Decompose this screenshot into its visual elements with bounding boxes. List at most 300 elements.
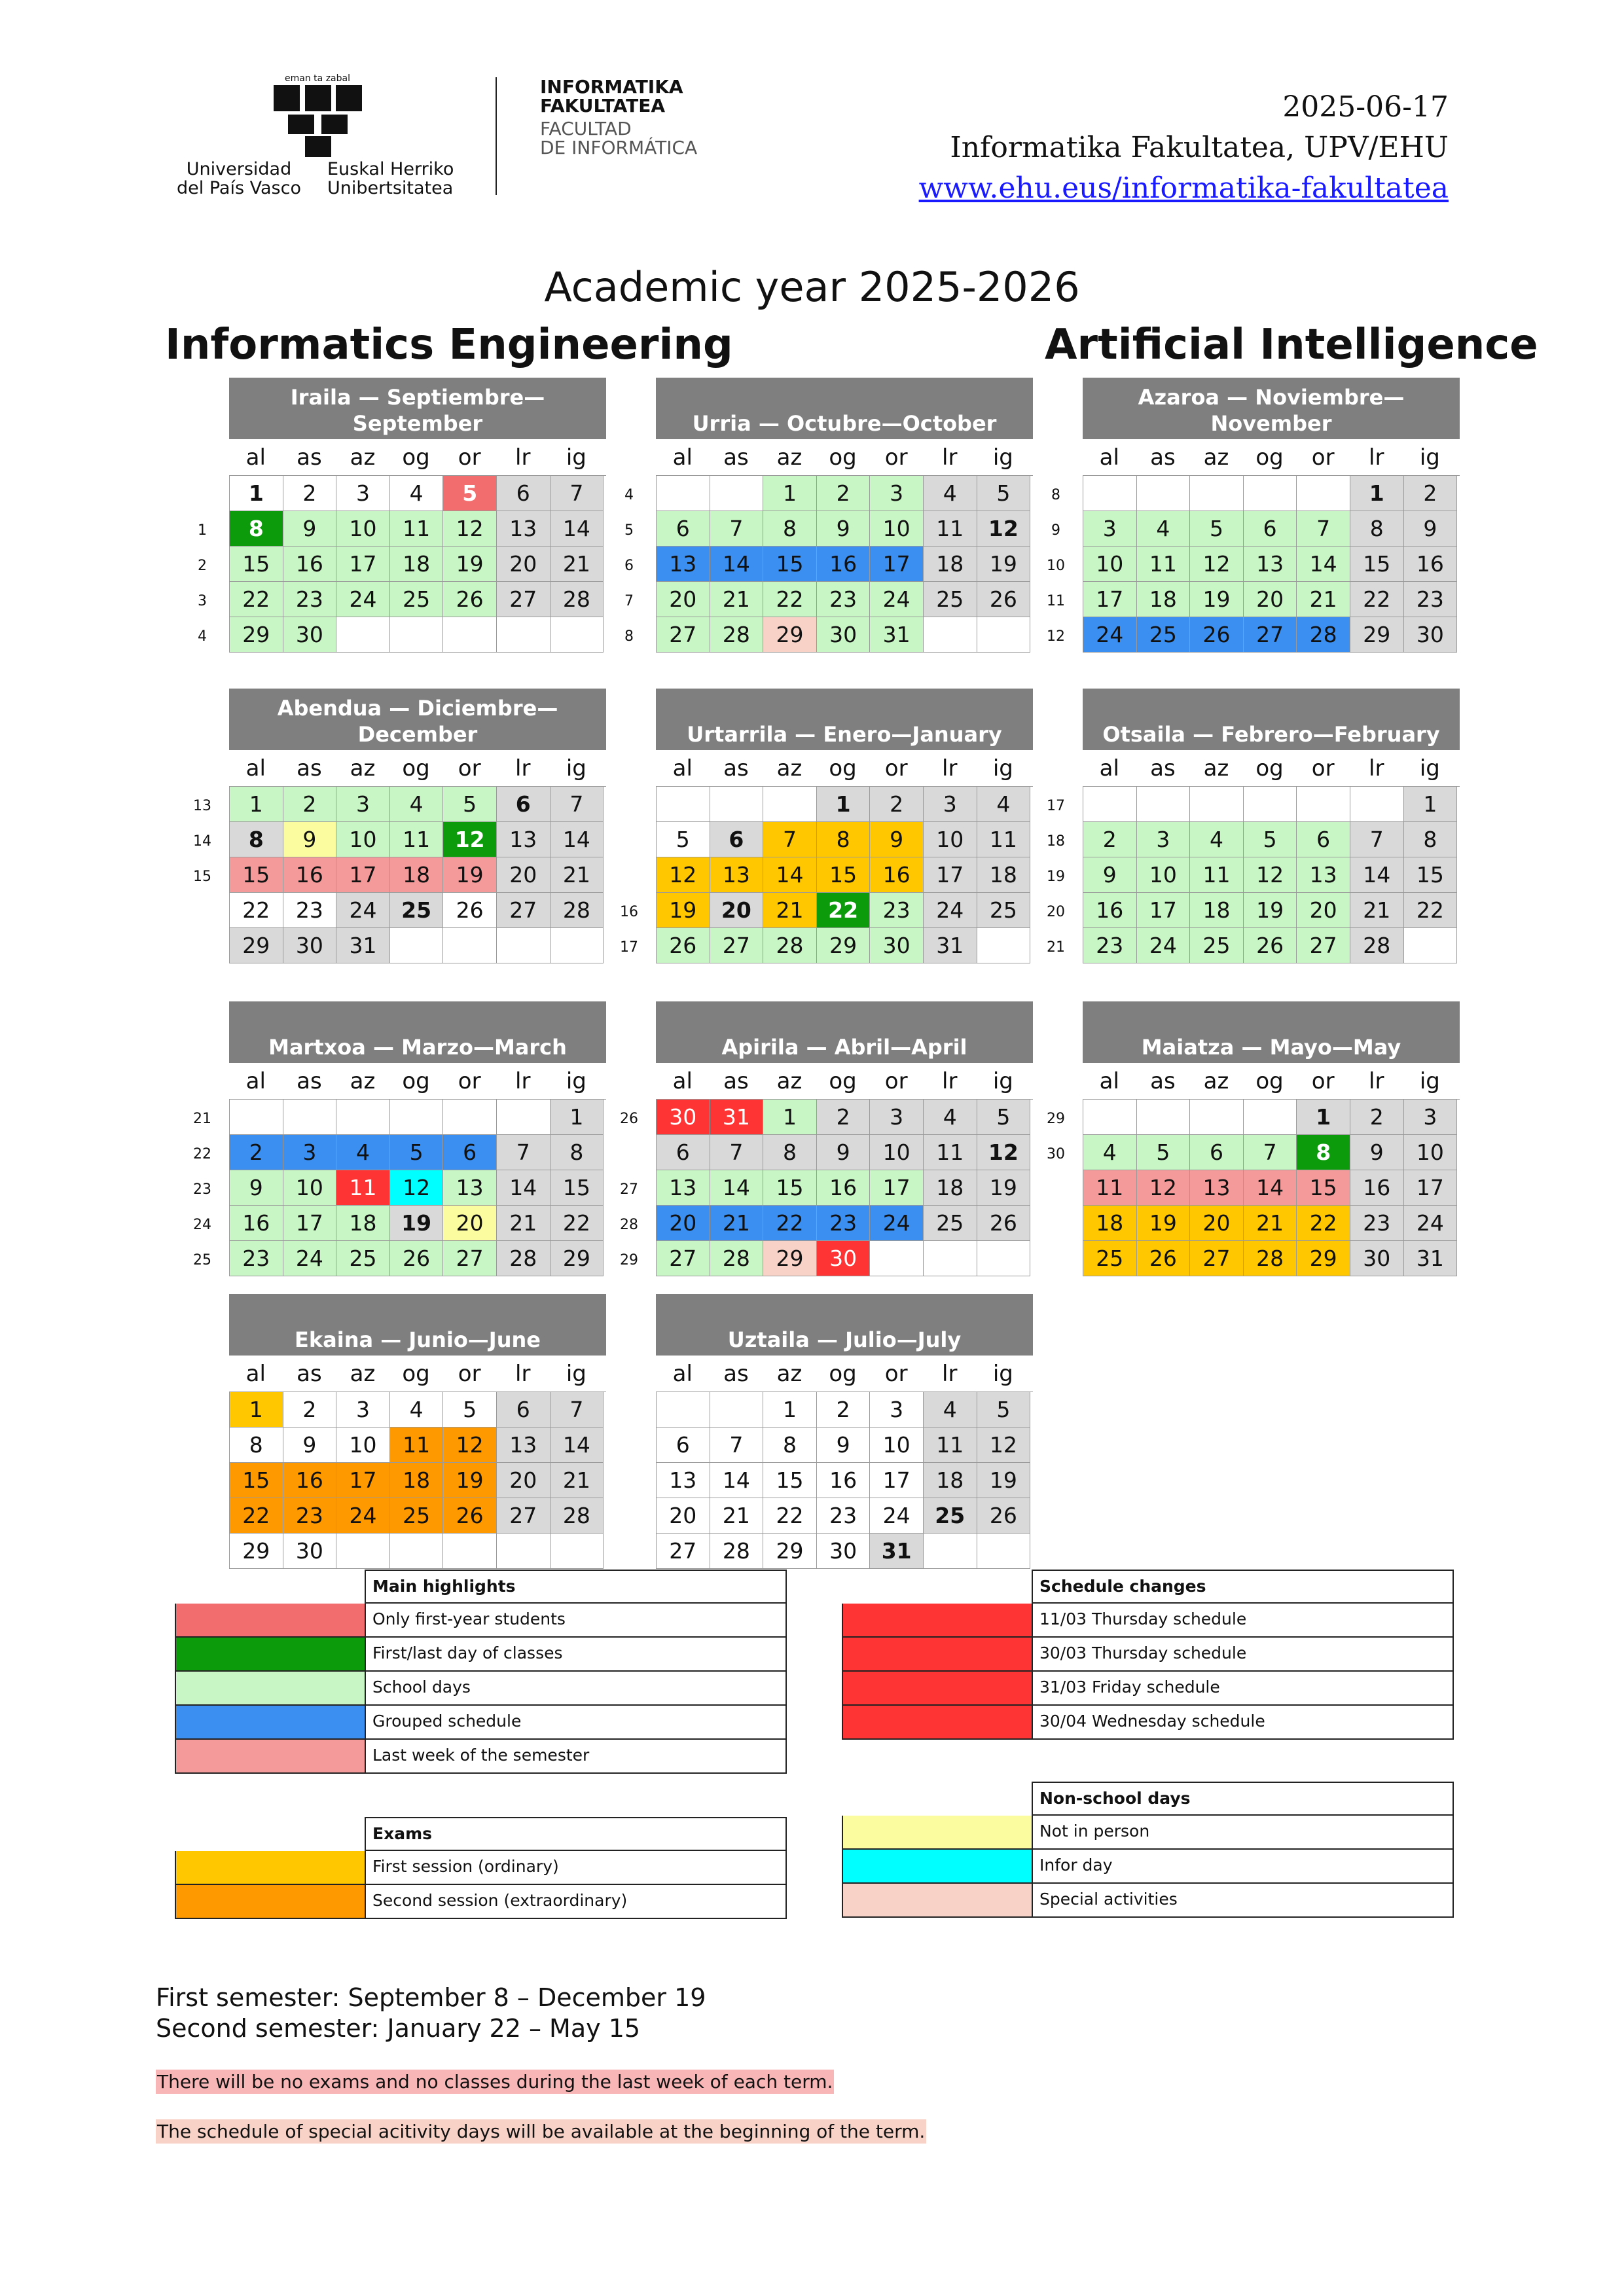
week-row (193, 857, 606, 893)
day-cell: 6 (657, 1428, 710, 1463)
day-cell: 12 (443, 511, 497, 547)
weekday-label: as (297, 1360, 322, 1387)
day-cell: 5 (1190, 511, 1244, 547)
day-cell: 28 (1350, 928, 1404, 963)
day-cell: 26 (1190, 617, 1244, 653)
day-cell: 24 (924, 893, 977, 928)
day-cell: 14 (550, 511, 604, 547)
legend-label: Infor day (1032, 1850, 1454, 1884)
month-title: Azaroa — Noviembre— November (1083, 378, 1460, 439)
weekday-label: og (402, 444, 430, 471)
day-cell: 11 (390, 822, 444, 857)
day-cell: 18 (924, 1463, 977, 1498)
legend-swatch (842, 1884, 1032, 1918)
weekday-label: as (297, 444, 322, 471)
month-block (193, 1001, 606, 1276)
day-cell: 22 (763, 582, 817, 617)
legend-label: Not in person (1032, 1816, 1454, 1850)
week-row (620, 1206, 1033, 1241)
day-cell: 31 (870, 617, 924, 653)
weekday-header (656, 750, 1033, 786)
weekday-label: al (672, 1068, 693, 1094)
weekday-label: lr (1369, 755, 1384, 781)
day-cell: 8 (1350, 511, 1404, 547)
weekday-header (1083, 750, 1460, 786)
day-cell: 1 (817, 787, 871, 822)
day-cell: 7 (1350, 822, 1404, 857)
day-cell: 29 (230, 617, 283, 653)
day-cell (390, 928, 444, 963)
day-cell: 11 (1190, 857, 1244, 893)
day-cell: 14 (550, 1428, 604, 1463)
day-cell: 1 (1350, 476, 1404, 511)
day-cell: 26 (977, 1498, 1031, 1534)
day-cell: 13 (497, 511, 550, 547)
day-cell: 4 (1137, 511, 1191, 547)
week-row (193, 787, 606, 822)
weekday-label: al (245, 755, 266, 781)
day-cell: 4 (924, 1392, 977, 1428)
day-cell: 11 (924, 1428, 977, 1463)
week-number: 25 (193, 1252, 211, 1268)
legend-blank (175, 1817, 365, 1851)
day-cell: 25 (390, 1498, 444, 1534)
day-cell: 9 (1404, 511, 1458, 547)
day-cell (1137, 1100, 1191, 1135)
legend-title: Main highlights (365, 1570, 787, 1604)
day-cell: 16 (1350, 1170, 1404, 1206)
day-cell: 8 (550, 1135, 604, 1170)
day-cell: 5 (657, 822, 710, 857)
day-cell: 18 (1190, 893, 1244, 928)
day-cell: 9 (1083, 857, 1137, 893)
day-cell: 16 (1083, 893, 1137, 928)
day-cell: 4 (1083, 1135, 1137, 1170)
day-cell: 17 (870, 1463, 924, 1498)
week-number: 5 (624, 522, 634, 539)
legend-swatch (175, 1706, 365, 1740)
week-row (230, 1498, 606, 1534)
weekday-label: og (829, 1068, 857, 1094)
day-cell (497, 928, 550, 963)
legend-label: Second session (extraordinary) (365, 1885, 787, 1919)
day-cell: 27 (657, 1241, 710, 1276)
day-cell: 16 (283, 547, 337, 582)
day-cell: 16 (870, 857, 924, 893)
day-cell: 6 (1297, 822, 1350, 857)
weekday-label: ig (1419, 755, 1440, 781)
day-cell: 15 (550, 1170, 604, 1206)
day-cell: 9 (283, 822, 337, 857)
weekday-header (656, 1063, 1033, 1099)
week-row (657, 857, 1033, 893)
week-row (230, 1392, 606, 1428)
weekday-label: as (1150, 755, 1176, 781)
week-number: 2 (198, 558, 207, 574)
week-row (1047, 582, 1460, 617)
day-cell (1244, 787, 1297, 822)
day-cell: 23 (817, 582, 871, 617)
day-cell: 8 (230, 1428, 283, 1463)
day-cell: 23 (283, 893, 337, 928)
weekday-header (229, 439, 606, 475)
week-number: 23 (193, 1181, 211, 1198)
weekday-label: al (245, 1360, 266, 1387)
weekday-label: al (672, 444, 693, 471)
week-row (198, 582, 606, 617)
legend-label: First/last day of classes (365, 1638, 787, 1672)
week-row (657, 787, 1033, 822)
month-title: Otsaila — Febrero—February (1083, 689, 1460, 750)
weekday-label: or (458, 444, 481, 471)
day-cell: 6 (1190, 1135, 1244, 1170)
day-cell: 16 (283, 1463, 337, 1498)
day-cell: 8 (230, 822, 283, 857)
month-block (193, 689, 606, 963)
day-cell: 3 (336, 787, 390, 822)
legend-label: 30/04 Wednesday schedule (1032, 1706, 1454, 1740)
day-cell (1190, 787, 1244, 822)
week-row (657, 1428, 1033, 1463)
day-cell: 19 (1190, 582, 1244, 617)
day-cell: 6 (497, 476, 550, 511)
day-cell: 21 (1297, 582, 1350, 617)
day-cell: 3 (924, 787, 977, 822)
weekday-header (1083, 439, 1460, 475)
weekday-label: og (829, 444, 857, 471)
week-row (657, 1463, 1033, 1498)
day-cell: 30 (283, 1534, 337, 1569)
day-cell: 25 (924, 582, 977, 617)
weekday-label: og (1255, 444, 1284, 471)
day-cell: 2 (230, 1135, 283, 1170)
week-row (1047, 857, 1460, 893)
day-cell: 26 (977, 1206, 1031, 1241)
day-cell: 5 (1137, 1135, 1191, 1170)
header-url-link[interactable]: www.ehu.eus/informatika-fakultatea (918, 171, 1449, 205)
day-cell (550, 1534, 604, 1569)
day-cell: 24 (870, 582, 924, 617)
day-cell: 1 (550, 1100, 604, 1135)
day-cell: 27 (710, 928, 764, 963)
header-faculty: Informatika Fakultatea, UPV/EHU (950, 131, 1449, 164)
month-block (1047, 689, 1460, 963)
week-number: 9 (1051, 522, 1060, 539)
weekday-label: az (776, 444, 803, 471)
weekday-label: lr (515, 1068, 531, 1094)
day-cell: 23 (1404, 582, 1458, 617)
day-cell: 18 (977, 857, 1031, 893)
day-cell: 2 (817, 1392, 871, 1428)
weekday-label: lr (942, 444, 958, 471)
weekday-label: as (1150, 1068, 1176, 1094)
legend-label: Special activities (1032, 1884, 1454, 1918)
day-cell (657, 476, 710, 511)
day-cell: 30 (870, 928, 924, 963)
day-cell: 3 (1137, 822, 1191, 857)
week-row (193, 1241, 606, 1276)
day-cell: 28 (550, 1498, 604, 1534)
day-cell: 12 (390, 1170, 444, 1206)
day-cell: 9 (283, 1428, 337, 1463)
month-title: Apirila — Abril—April (656, 1001, 1033, 1063)
day-cell (497, 1100, 550, 1135)
legend-title: Exams (365, 1817, 787, 1851)
day-cell: 17 (336, 547, 390, 582)
day-cell (1137, 787, 1191, 822)
day-cell: 12 (977, 511, 1031, 547)
week-number: 29 (620, 1252, 638, 1268)
weekday-label: as (723, 1360, 749, 1387)
day-cell: 18 (336, 1206, 390, 1241)
month-grid (198, 475, 606, 653)
day-cell: 30 (817, 617, 871, 653)
day-cell: 22 (1297, 1206, 1350, 1241)
day-cell: 27 (497, 582, 550, 617)
month-block (1047, 1001, 1460, 1276)
weekday-label: lr (942, 1360, 958, 1387)
legend-swatch (175, 1604, 365, 1638)
weekday-label: az (1203, 1068, 1229, 1094)
day-cell: 15 (763, 1170, 817, 1206)
weekday-label: lr (942, 1068, 958, 1094)
day-cell: 1 (230, 787, 283, 822)
weekday-label: al (1099, 444, 1119, 471)
day-cell: 21 (550, 1463, 604, 1498)
weekday-header (656, 439, 1033, 475)
day-cell: 16 (817, 1170, 871, 1206)
day-cell: 1 (230, 1392, 283, 1428)
day-cell: 20 (657, 1206, 710, 1241)
week-number: 18 (1047, 833, 1065, 850)
weekday-label: as (723, 444, 749, 471)
week-row (193, 1170, 606, 1206)
day-cell: 14 (710, 547, 764, 582)
day-cell: 19 (443, 547, 497, 582)
month-title: Maiatza — Mayo—May (1083, 1001, 1460, 1063)
weekday-label: ig (566, 444, 586, 471)
week-number: 21 (1047, 939, 1065, 956)
day-cell: 13 (1297, 857, 1350, 893)
day-cell: 23 (1083, 928, 1137, 963)
weekday-label: ig (992, 1360, 1013, 1387)
day-cell: 13 (657, 547, 710, 582)
day-cell: 7 (710, 1428, 764, 1463)
day-cell: 24 (336, 582, 390, 617)
day-cell: 15 (817, 857, 871, 893)
day-cell: 12 (1190, 547, 1244, 582)
legend-non-school-days (842, 1782, 1454, 1918)
day-cell: 23 (230, 1241, 283, 1276)
day-cell: 6 (657, 1135, 710, 1170)
day-cell: 9 (283, 511, 337, 547)
day-cell: 26 (443, 1498, 497, 1534)
logo-university-eu: Euskal Herriko Unibertsitatea (327, 159, 454, 198)
day-cell: 21 (763, 893, 817, 928)
month-grid (620, 786, 1033, 963)
month-block (620, 689, 1033, 963)
day-cell: 27 (657, 1534, 710, 1569)
day-cell: 10 (1137, 857, 1191, 893)
day-cell: 11 (336, 1170, 390, 1206)
day-cell (1083, 787, 1137, 822)
week-row (198, 547, 606, 582)
week-row (624, 582, 1033, 617)
week-row (193, 1206, 606, 1241)
logo-divider (496, 77, 497, 195)
day-cell: 25 (924, 1498, 977, 1534)
day-cell: 13 (1244, 547, 1297, 582)
second-semester-dates: Second semester: January 22 – May 15 (156, 2014, 641, 2043)
day-cell: 22 (1404, 893, 1458, 928)
week-number: 17 (620, 939, 638, 956)
day-cell (1244, 476, 1297, 511)
day-cell: 8 (763, 511, 817, 547)
day-cell: 16 (283, 857, 337, 893)
weekday-label: ig (566, 1068, 586, 1094)
week-row (198, 617, 606, 653)
day-cell (390, 617, 444, 653)
day-cell: 5 (977, 1100, 1031, 1135)
day-cell (710, 787, 764, 822)
day-cell: 16 (230, 1206, 283, 1241)
day-cell: 15 (1404, 857, 1458, 893)
month-grid (193, 786, 606, 963)
week-row (657, 822, 1033, 857)
weekday-label: lr (1369, 444, 1384, 471)
day-cell: 12 (443, 1428, 497, 1463)
day-cell: 11 (924, 1135, 977, 1170)
day-cell: 20 (1297, 893, 1350, 928)
week-number: 11 (1047, 593, 1065, 609)
day-cell: 6 (497, 787, 550, 822)
day-cell (497, 1534, 550, 1569)
day-cell: 28 (710, 1241, 764, 1276)
week-row (1047, 928, 1460, 963)
day-cell (1297, 476, 1350, 511)
legend-label: 30/03 Thursday schedule (1032, 1638, 1454, 1672)
day-cell: 15 (230, 1463, 283, 1498)
legend-swatch (842, 1850, 1032, 1884)
day-cell: 15 (230, 547, 283, 582)
day-cell: 18 (390, 1463, 444, 1498)
week-row (1047, 822, 1460, 857)
faculty-name-eu: INFORMATIKA FAKULTATEA (540, 76, 683, 117)
day-cell (550, 617, 604, 653)
day-cell: 14 (497, 1170, 550, 1206)
day-cell: 11 (977, 822, 1031, 857)
day-cell: 19 (1244, 893, 1297, 928)
day-cell: 14 (763, 857, 817, 893)
day-cell: 21 (550, 547, 604, 582)
legend-label: Last week of the semester (365, 1740, 787, 1774)
day-cell: 20 (657, 1498, 710, 1534)
day-cell: 28 (1244, 1241, 1297, 1276)
day-cell: 14 (1244, 1170, 1297, 1206)
day-cell: 4 (977, 787, 1031, 822)
first-semester-dates: First semester: September 8 – December 19 (156, 1983, 706, 2012)
day-cell: 4 (924, 476, 977, 511)
day-cell: 6 (657, 511, 710, 547)
day-cell (1083, 1100, 1137, 1135)
day-cell: 19 (443, 1463, 497, 1498)
day-cell: 12 (977, 1428, 1031, 1463)
day-cell: 19 (443, 857, 497, 893)
day-cell: 27 (1244, 617, 1297, 653)
week-row (1047, 547, 1460, 582)
legend-swatch (175, 1638, 365, 1672)
week-row (230, 476, 606, 511)
day-cell: 25 (336, 1241, 390, 1276)
day-cell: 31 (336, 928, 390, 963)
day-cell: 21 (1350, 893, 1404, 928)
day-cell: 28 (763, 928, 817, 963)
day-cell (763, 787, 817, 822)
day-cell: 25 (977, 893, 1031, 928)
weekday-label: ig (566, 1360, 586, 1387)
legend-swatch (175, 1740, 365, 1774)
month-title: Abendua — Diciembre— December (229, 689, 606, 750)
day-cell: 29 (230, 928, 283, 963)
day-cell: 19 (977, 1463, 1031, 1498)
day-cell: 23 (283, 582, 337, 617)
day-cell: 27 (1190, 1241, 1244, 1276)
day-cell: 7 (550, 787, 604, 822)
day-cell: 30 (817, 1534, 871, 1569)
day-cell: 20 (710, 893, 764, 928)
week-row (230, 1463, 606, 1498)
weekday-header (1083, 1063, 1460, 1099)
month-title: Iraila — Septiembre—September (229, 378, 606, 439)
month-grid (1047, 475, 1460, 653)
day-cell: 20 (497, 1463, 550, 1498)
day-cell (977, 1241, 1031, 1276)
day-cell: 10 (336, 822, 390, 857)
week-number: 22 (193, 1146, 211, 1162)
day-cell: 9 (817, 1428, 871, 1463)
week-row (1051, 476, 1460, 511)
legend-label: Grouped schedule (365, 1706, 787, 1740)
day-cell: 13 (443, 1170, 497, 1206)
legend-swatch (175, 1851, 365, 1885)
day-cell: 29 (1297, 1241, 1350, 1276)
day-cell: 7 (763, 822, 817, 857)
day-cell: 2 (870, 787, 924, 822)
day-cell: 19 (1137, 1206, 1191, 1241)
week-row (620, 1241, 1033, 1276)
week-number: 7 (624, 593, 634, 609)
day-cell: 22 (817, 893, 871, 928)
weekday-label: og (402, 755, 430, 781)
day-cell (443, 1534, 497, 1569)
week-row (624, 617, 1033, 653)
week-row (624, 511, 1033, 547)
day-cell: 17 (1083, 582, 1137, 617)
day-cell (1190, 476, 1244, 511)
day-cell: 3 (870, 1392, 924, 1428)
day-cell: 26 (443, 893, 497, 928)
week-number: 26 (620, 1111, 638, 1127)
day-cell: 15 (763, 1463, 817, 1498)
day-cell: 10 (924, 822, 977, 857)
day-cell: 24 (1137, 928, 1191, 963)
day-cell: 28 (497, 1241, 550, 1276)
legend-main-highlights (175, 1570, 787, 1774)
day-cell: 29 (550, 1241, 604, 1276)
day-cell: 5 (443, 1392, 497, 1428)
day-cell (443, 617, 497, 653)
day-cell (336, 1534, 390, 1569)
